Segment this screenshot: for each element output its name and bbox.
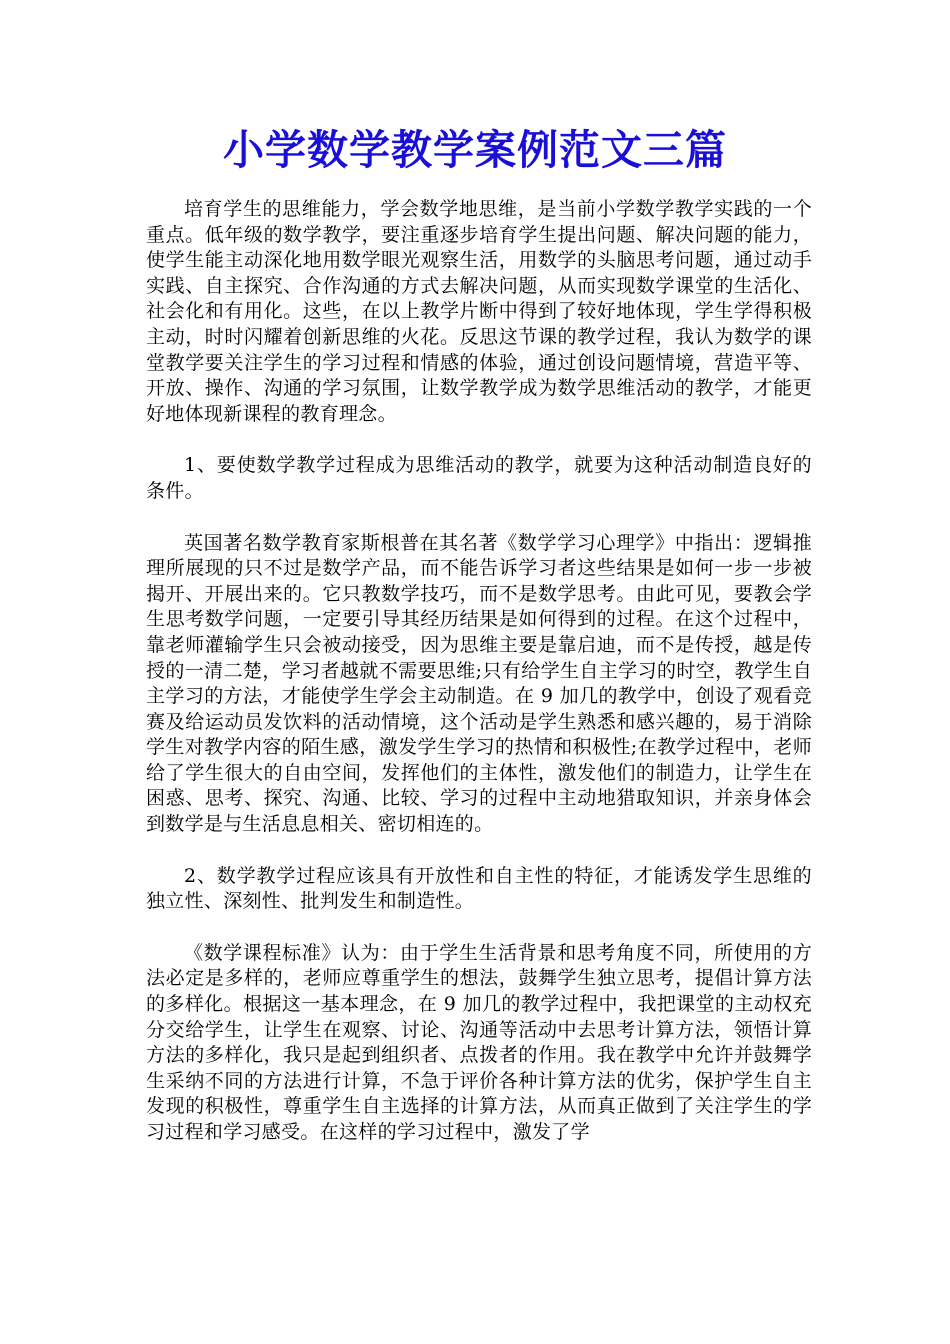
paragraph-point-1: 1、要使数学教学过程成为思维活动的教学，就要为这种活动制造良好的条件。: [146, 454, 812, 502]
paragraph-point-1-body: 英国著名数学教育家斯根普在其名著《数学学习心理学》中指出：逻辑推理所展现的只不过是数学产品，而不能告诉学习者这些结果是如何一步一步被揭开、开展出来的。它只教数学技巧，而不是数学思考。由此可见，要教会学生思考数学问题，一定要引导其经历结果是如何得到的过程。在这个过程中，靠老师灌输学生只会被动接受，因为思维主要是靠启迪，而不是传授，越是传授的一清二楚，学习者越就不需要思维;只有给学生自主学习的时空，教学生自主学习的方法，才能使学生学会主动制造。在 9 加几的教学中，创设了观看竞赛及给运动员发饮料的活动情境，这个活动是学生熟悉和感兴趣的，易于消除学生对教学内容的陌生感，激发学生学习的热情和积极性;在教学过程中，老师给了学生很大的自由空间，发挥他们的主体性，激发他们的制造力，让学生在困惑、思考、探究、沟通、比较、学习的过程中主动地猎取知识，并亲身体会到数学是与生活息息相关、密切相连的。: [146, 531, 812, 836]
document-title: 小学数学教学案例范文三篇: [223, 126, 727, 174]
paragraph-intro: 培育学生的思维能力，学会数学地思维，是当前小学数学教学实践的一个重点。低年级的数学教学，要注重逐步培育学生提出问题、解决问题的能力，使学生能主动深化地用数学眼光观察生活，用数学的头脑思考问题，通过动手实践、自主探究、合作沟通的方式去解决问题，从而实现数学课堂的生活化、社会化和有用化。这些，在以上教学片断中得到了较好地体现，学生学得积极主动，时时闪耀着创新思维的火花。反思这节课的教学过程，我认为数学的课堂教学要关注学生的学习过程和情感的体验，通过创设问题情境，营造平等、开放、操作、沟通的学习氛围，让数学教学成为数学思维活动的教学，才能更好地体现新课程的教育理念。: [146, 198, 812, 425]
paragraph-point-2: 2、数学教学过程应该具有开放性和自主性的特征，才能诱发学生思维的独立性、深刻性、批判发生和制造性。: [146, 864, 812, 913]
document-body: [146, 197, 812, 1172]
paragraph-point-2-body: 《数学课程标准》认为：由于学生生活背景和思考角度不同，所使用的方法必定是多样的，老师应尊重学生的想法，鼓舞学生独立思考，提倡计算方法的多样化。根据这一基本理念，在 9 加几的教学过程中，我把课堂的主动权充分交给学生，让学生在观察、讨论、沟通等活动中去思考计算方法，领悟计算方法的多样化，我只是起到组织者、点拨者的作用。我在教学中允许并鼓舞学生采纳不同的方法进行计算，不急于评价各种计算方法的优劣，保护学生自主发现的积极性，尊重学生自主选择的计算方法，从而真正做到了关注学生的学习过程和学习感受。在这样的学习过程中，激发了学: [146, 941, 812, 1143]
